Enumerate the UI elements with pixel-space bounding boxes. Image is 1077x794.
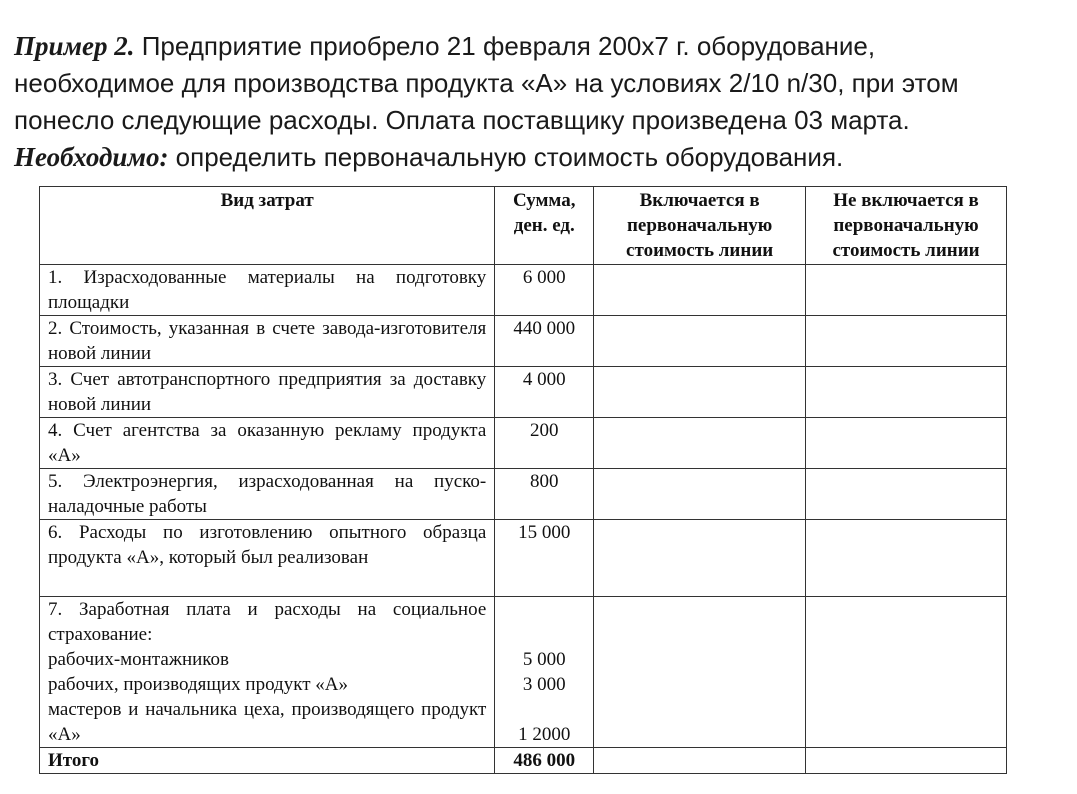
included-cell — [594, 520, 806, 597]
cost-description: 3. Счет автотранспортного предприятия за доставку новой линии — [40, 367, 495, 418]
cost-sum: 200 — [495, 418, 594, 469]
cost-sum: 15 000 — [495, 520, 594, 597]
header-sum: Сумма, ден. ед. — [495, 187, 594, 265]
example-label: Пример 2. — [14, 31, 135, 61]
table-row — [40, 265, 1007, 316]
table-row — [40, 418, 1007, 469]
intro-line-1: Пример 2. Предприятие приобрело 21 февраля 200х7 г. оборудование, — [14, 31, 876, 61]
excluded-cell — [806, 418, 1007, 469]
wages-title: 7. Заработная плата и расходы на социальное страхование: — [48, 599, 487, 645]
cost-description: 6. Расходы по изготовлению опытного образца продукта «А», который был реализован — [40, 520, 495, 597]
total-sum: 486 000 — [495, 748, 594, 774]
wages-item: рабочих-монтажников — [48, 649, 230, 670]
cost-sum-wages — [495, 597, 594, 748]
total-label: Итого — [40, 748, 495, 774]
wages-sum: 1 2000 — [518, 724, 571, 745]
intro-line-3: понесло следующие расходы. Оплата поставщику произведена 03 марта. — [14, 105, 910, 135]
excluded-cell — [806, 469, 1007, 520]
cost-description: 2. Стоимость, указанная в счете завода-изготовителя новой линии — [40, 316, 495, 367]
included-cell — [594, 367, 806, 418]
task-label: Необходимо: — [14, 142, 169, 172]
header-excluded: Не включается в первоначальную стоимость линии — [806, 187, 1007, 265]
excluded-cell — [806, 520, 1007, 597]
table-header-row — [40, 187, 1007, 265]
included-cell — [594, 748, 806, 774]
cost-description-wages — [40, 597, 495, 748]
cost-sum: 4 000 — [495, 367, 594, 418]
excluded-cell — [806, 265, 1007, 316]
cost-description: 5. Электроэнергия, израсходованная на пуско-наладочные работы — [40, 469, 495, 520]
included-cell — [594, 316, 806, 367]
cost-sum: 6 000 — [495, 265, 594, 316]
total-row — [40, 748, 1007, 774]
excluded-cell — [806, 748, 1007, 774]
header-cost-type: Вид затрат — [40, 187, 495, 265]
included-cell — [594, 469, 806, 520]
table-row — [40, 367, 1007, 418]
header-included: Включается в первоначальную стоимость линии — [594, 187, 806, 265]
included-cell — [594, 597, 806, 748]
included-cell — [594, 265, 806, 316]
table-row — [40, 597, 1007, 748]
table-row — [40, 469, 1007, 520]
excluded-cell — [806, 316, 1007, 367]
wages-sum: 5 000 — [522, 649, 566, 670]
table-row — [40, 520, 1007, 597]
intro-line-2: необходимое для производства продукта «А» на условиях 2/10 n/30, при этом — [14, 68, 959, 98]
wages-item: рабочих, производящих продукт «А» — [48, 674, 348, 695]
cost-sum: 800 — [495, 469, 594, 520]
excluded-cell — [806, 597, 1007, 748]
task-line: Необходимо: определить первоначальную стоимость оборудования. — [14, 142, 844, 172]
wages-sum: 3 000 — [522, 674, 566, 695]
table-row — [40, 316, 1007, 367]
problem-statement — [14, 28, 1064, 176]
wages-item: мастеров и начальника цеха, производящего продукт «А» — [48, 699, 487, 745]
cost-sum: 440 000 — [495, 316, 594, 367]
cost-description: 4. Счет агентства за оказанную рекламу продукта «А» — [40, 418, 495, 469]
included-cell — [594, 418, 806, 469]
cost-description: 1. Израсходованные материалы на подготовку площадки — [40, 265, 495, 316]
excluded-cell — [806, 367, 1007, 418]
costs-table — [39, 186, 1007, 774]
